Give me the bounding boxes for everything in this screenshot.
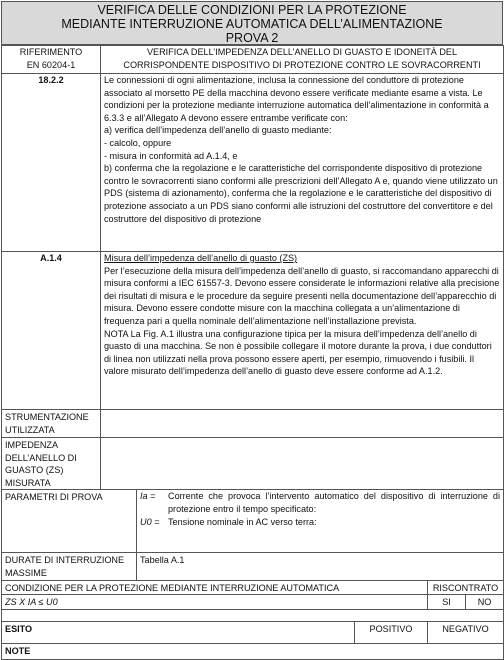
paragraph: a) verifica dell’impedenza dell’anello di guasto mediante: xyxy=(104,125,332,136)
spacer-row xyxy=(2,609,504,621)
paragraph: Per l’esecuzione della misura dell’impedenza dell’anello di guasto, si raccomandano apparecchi di misura conformi a IEC 61557-3. Devono essere considerate le informazioni relative alla precisione dei risultati di misura e le procedure da seguire presenti nella documentazione dell’apparecchio di misura. Devono essere condotte misure con la macchina collegata a un’alimentazione di frequenza pari a quella nominale dell’alimentazione nell’installazione prevista. xyxy=(104,265,500,326)
spacer-cell xyxy=(2,609,504,621)
parametri-row xyxy=(2,490,504,553)
paragraph: - calcolo, oppure xyxy=(104,137,172,148)
parametri-label: PARAMETRI DI PROVA xyxy=(2,490,137,553)
condition-label: CONDIZIONE PER LA PROTEZIONE MEDIANTE INTERRUZIONE AUTOMATICA xyxy=(2,580,428,595)
parameter-u0 xyxy=(140,516,500,529)
note-label: NOTE xyxy=(2,643,504,659)
durate-label: DURATE DI INTERRUZIONE MASSIME xyxy=(2,553,137,580)
riscontrato-label: RISCONTRATO xyxy=(428,580,504,595)
subject-header: VERIFICA DELL’IMPEDENZA DELL’ANELLO DI GUASTO E IDONEITÀ DEL CORRISPONDENTE DISPOSITIVO DI PROTEZIONE CONTRO LE SOVRACORRENTI xyxy=(101,46,504,74)
impedenza-row xyxy=(2,438,504,490)
title-line-2: MEDIANTE INTERRUZIONE AUTOMATICA DELL’ALIMENTAZIONE xyxy=(61,17,443,31)
section-row-a-1-4 xyxy=(2,252,504,410)
section-ref: A.1.4 xyxy=(2,252,101,410)
section-text xyxy=(101,252,504,410)
paragraph: Le connessioni di ogni alimentazione, inclusa la connessione del conduttore di protezione associato al morsetto PE della macchina devono essere verificate mediante esame a vista. Le condizioni per la protezione mediante interruzione automatica dell’alimentazione in conformità a 6.3.3 e all’Allegato A devono essere entrambe verificate con: xyxy=(104,75,489,123)
parameter-definition: Corrente che provoca l’intervento automatico del dispositivo di interruzione di protezione entro il tempo specificato: xyxy=(168,491,501,514)
section-row-18-2-2 xyxy=(2,74,504,252)
esito-positivo[interactable]: POSITIVO xyxy=(355,621,428,643)
impedenza-label: IMPEDENZA DELL’ANELLO DI GUASTO (ZS) MISURATA xyxy=(2,438,101,490)
paragraph: b) conferma che la regolazione e le caratteristiche del corrispondente dispositivo di protezione contro le sovracorrenti siano conformi alle prescrizioni dell’Allegato A e, quando viene utilizzato un PDS (sistema di azionamento), conferma che la regolazione e le caratteristiche del dispositivo di protezione associato a un PDS siano conformi alle istruzioni del costruttore del convertitore e del costruttore del dispositivo di protezione xyxy=(104,163,498,224)
section-ref: 18.2.2 xyxy=(2,74,101,252)
note-row xyxy=(2,643,504,659)
impedenza-value[interactable] xyxy=(101,438,504,490)
title-line-1: VERIFICA DELLE CONDIZIONI PER LA PROTEZIONE xyxy=(97,3,407,17)
reference-header: RIFERIMENTO EN 60204-1 xyxy=(2,46,101,74)
section-heading: Misura dell’impedenza dell’anello di guasto (ZS) xyxy=(104,253,298,263)
document-title xyxy=(1,1,503,45)
esito-row xyxy=(2,621,504,643)
section-text xyxy=(101,74,504,252)
condition-formula: ZS X IA ≤ U0 xyxy=(2,595,428,610)
parameter-definition: Tensione nominale in AC verso terra: xyxy=(168,516,317,527)
strumentazione-label: STRUMENTAZIONE UTILIZZATA xyxy=(2,410,101,438)
durate-value: Tabella A.1 xyxy=(137,553,504,580)
test-report-page xyxy=(1,1,503,656)
paragraph: - misura in conformità ad A.1.4, e xyxy=(104,150,238,161)
strumentazione-row xyxy=(2,410,504,438)
formula-row xyxy=(2,595,504,610)
si-checkbox[interactable]: SI xyxy=(428,595,466,610)
esito-label: ESITO xyxy=(2,621,355,643)
durate-row xyxy=(2,553,504,580)
no-checkbox[interactable]: NO xyxy=(466,595,504,610)
esito-negativo[interactable]: NEGATIVO xyxy=(428,621,504,643)
title-line-3: PROVA 2 xyxy=(225,31,279,45)
parameter-symbol: U0 = xyxy=(140,516,160,527)
parameter-symbol: Ia = xyxy=(140,491,156,502)
header-row xyxy=(2,46,504,74)
report-table xyxy=(1,45,504,660)
parameter-ia xyxy=(140,490,500,515)
condition-row xyxy=(2,580,504,595)
parametri-values xyxy=(137,490,504,553)
strumentazione-value[interactable] xyxy=(101,410,504,438)
paragraph: NOTA La Fig. A.1 illustra una configurazione tipica per la misura dell’impedenza dell’anello di guasto di una macchina. Se non è possibile collegare il motore durante la prova, i due conduttori di linea non utilizzati nella prova possono essere aperti, per esempio, rimuovendo i fusibili. Il valore misurato dell’impedenza dell’anello di guasto deve essere conforme ad A.1.2. xyxy=(104,328,492,377)
